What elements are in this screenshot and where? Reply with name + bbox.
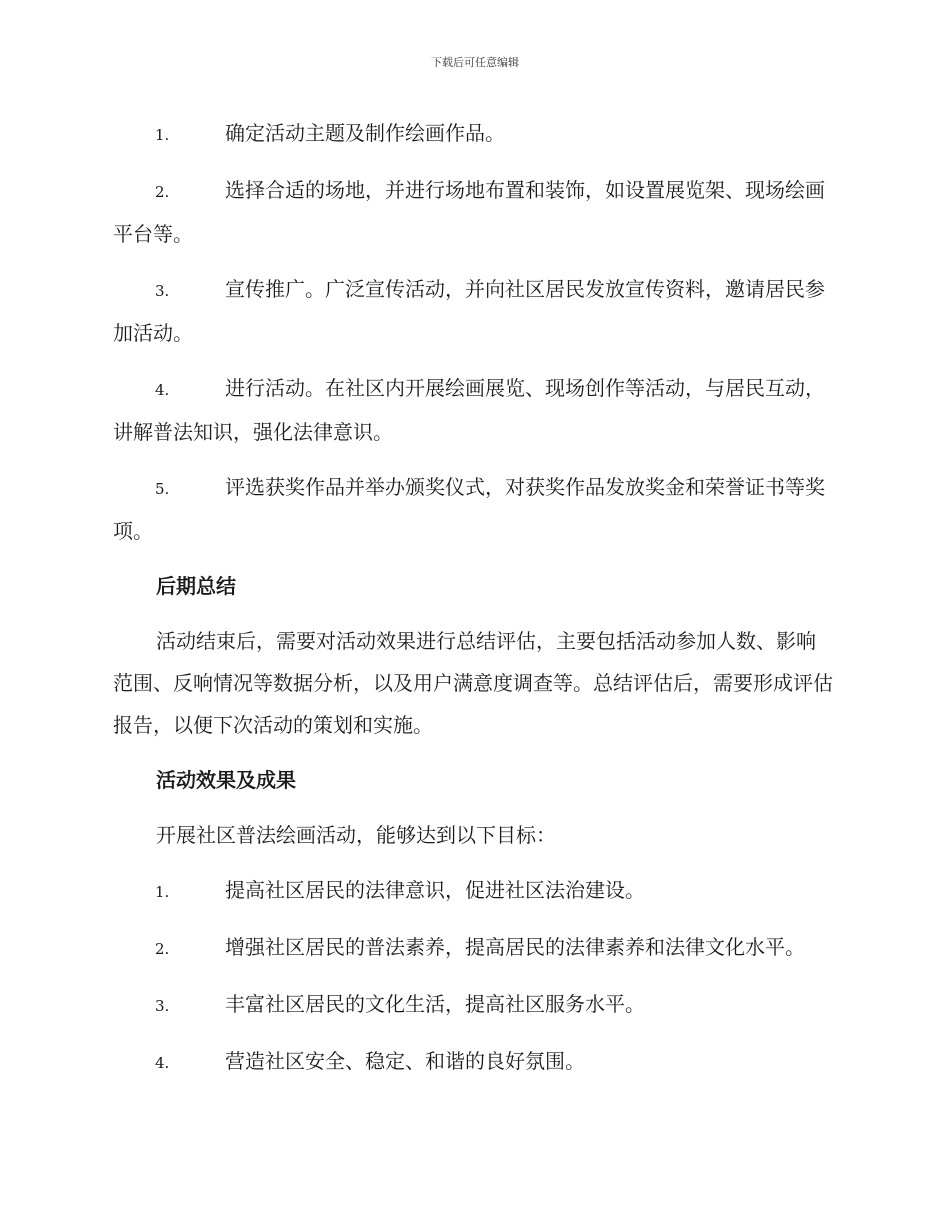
list-text: 进行活动。在社区内开展绘画展览、现场创作等活动，与居民互动，讲解普法知识，强化法律意识。 [113,376,825,444]
list-number: 3. [155,997,170,1015]
list-text: 增强社区居民的普法素养，提高居民的法律素养和法律文化水平。 [225,935,805,959]
list-text: 选择合适的场地，并进行场地布置和装饰，如设置展览架、现场绘画平台等。 [113,178,825,246]
list-item [113,268,833,354]
list-number: 1. [155,883,170,901]
list-text: 评选获奖作品并举办颁奖仪式，对获奖作品发放奖金和荣誉证书等奖项。 [113,475,825,543]
list-item [113,367,833,453]
page-header: 下载后可任意编辑 [431,56,519,69]
list-item [113,466,833,552]
list-text: 确定活动主题及制作绘画作品。 [225,121,505,145]
list-item [113,169,833,255]
list-number: 1. [155,126,170,144]
list-text: 丰富社区居民的文化生活，提高社区服务水平。 [225,992,645,1016]
list-number: 2. [155,183,170,201]
list-item [113,983,833,1027]
list-text: 提高社区居民的法律意识，促进社区法治建设。 [225,878,645,902]
section-heading-results: 活动效果及成果 [156,768,296,792]
summary-paragraph: 活动结束后，需要对活动效果进行总结评估，主要包括活动参加人数、影响范围、反响情况等数据分析，以及用户满意度调查等。总结评估后，需要形成评估报告，以便下次活动的策划和实施。 [113,629,833,737]
list-text: 营造社区安全、稳定、和谐的良好氛围。 [225,1049,585,1073]
list-number: 4. [155,1054,170,1072]
list-text: 宣传推广。广泛宣传活动，并向社区居民发放宣传资料，邀请居民参加活动。 [113,277,825,345]
list-number: 3. [155,282,170,300]
list-item [113,112,833,156]
list-number: 5. [155,480,170,498]
list-item [113,869,833,913]
document-body [113,112,833,1097]
list-number: 2. [155,940,170,958]
list-number: 4. [155,381,170,399]
results-intro-paragraph: 开展社区普法绘画活动，能够达到以下目标： [156,823,556,847]
section-heading-summary: 后期总结 [156,574,236,598]
list-item [113,1040,833,1084]
list-item [113,926,833,970]
